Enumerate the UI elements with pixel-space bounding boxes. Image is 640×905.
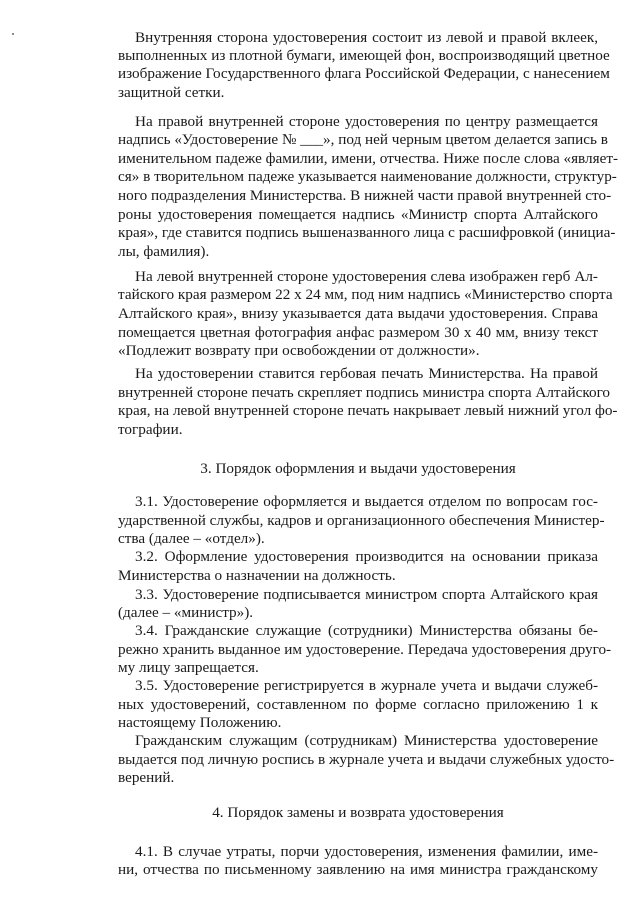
text-line: изображение Государственного флага Российской Федерации, с нанесением — [118, 65, 610, 82]
text-line: ся» в творительном падеже указывается наименование должности, структур- — [118, 168, 617, 185]
text-line: выдается под личную роспись в журнале учета и выдачи служебных удосто- — [118, 751, 615, 768]
text-line: внутренней стороне печать скрепляет подпись министра спорта Алтайского — [118, 384, 611, 401]
text-line: ных удостоверений, составленном по форме согласно приложению 1 к — [118, 696, 598, 713]
text-line: ного подразделения Министерства. В нижней части правой внутренней сто- — [118, 187, 612, 204]
text-line: края, на левой внутренней стороне печать накрывает левый нижний угол фо- — [118, 402, 618, 419]
text-line: настоящему Положению. — [118, 714, 282, 731]
text-line: Алтайского края», внизу указывается дата выдачи удостоверения. Справа — [118, 305, 598, 322]
text-line: выполненных из плотной бумаги, имеющей фон, воспроизводящий цветное — [118, 47, 610, 64]
text-line: 3.4. Гражданские служащие (сотрудники) Министерства обязаны бе- — [135, 622, 598, 639]
text-line: именительном падеже фамилии, имени, отчества. Ниже после слова «являет- — [118, 150, 619, 167]
text-line: ударственной службы, кадров и организационного обеспечения Министер- — [118, 512, 605, 529]
text-line: Министерства о назначении на должность. — [118, 567, 396, 584]
text-line: 3.5. Удостоверение регистрируется в журнале учета и выдачи служеб- — [135, 677, 598, 694]
section-heading: 4. Порядок замены и возврата удостоверения — [212, 804, 504, 821]
text-line: края», где ставится подпись вышеназванного лица с расшифровкой (инициа- — [118, 224, 616, 241]
text-line: тайского края размером 22 х 24 мм, под ним надпись «Министерство спорта — [118, 286, 613, 303]
text-line: ни, отчества по письменному заявлению на имя министра гражданскому — [118, 861, 598, 878]
text-line: На удостоверении ставится гербовая печать Министерства. На правой — [135, 365, 598, 382]
text-line: надпись «Удостоверение № ___», под ней черным цветом делается запись в — [118, 131, 608, 148]
section-heading: 3. Порядок оформления и выдачи удостоверения — [200, 460, 516, 477]
text-line: Гражданским служащим (сотрудникам) Министерства удостоверение — [135, 732, 598, 749]
text-line: На левой внутренней стороне удостоверения слева изображен герб Ал- — [135, 268, 598, 285]
text-line: верений. — [118, 769, 175, 786]
text-line: «Подлежит возврату при освобождении от должности». — [118, 342, 480, 359]
text-line: 3.3. Удостоверение подписывается министром спорта Алтайского края — [135, 586, 598, 603]
scan-speck — [12, 33, 14, 35]
text-line: ства (далее – «отдел»). — [118, 530, 265, 547]
text-line: лы, фамилия). — [118, 243, 210, 260]
text-line: режно хранить выданное им удостоверение. Передача удостоверения друго- — [118, 641, 612, 658]
text-line: (далее – «министр»). — [118, 604, 254, 621]
text-line: му лицу запрещается. — [118, 659, 259, 676]
text-line: 4.1. В случае утраты, порчи удостоверения, изменения фамилии, име- — [135, 843, 598, 860]
text-line: помещается цветная фотография анфас размером 30 х 40 мм, внизу текст — [118, 324, 598, 341]
text-line: роны удостоверения помещается надпись «Министр спорта Алтайского — [118, 206, 598, 223]
text-line: Внутренняя сторона удостоверения состоит из левой и правой вклеек, — [135, 29, 598, 46]
text-line: тографии. — [118, 421, 183, 438]
text-line: 3.1. Удостоверение оформляется и выдается отделом по вопросам гос- — [135, 493, 598, 510]
text-line: защитной сетки. — [118, 84, 225, 101]
text-line: 3.2. Оформление удостоверения производится на основании приказа — [135, 548, 598, 565]
text-line: На правой внутренней стороне удостоверения по центру размещается — [135, 113, 598, 130]
